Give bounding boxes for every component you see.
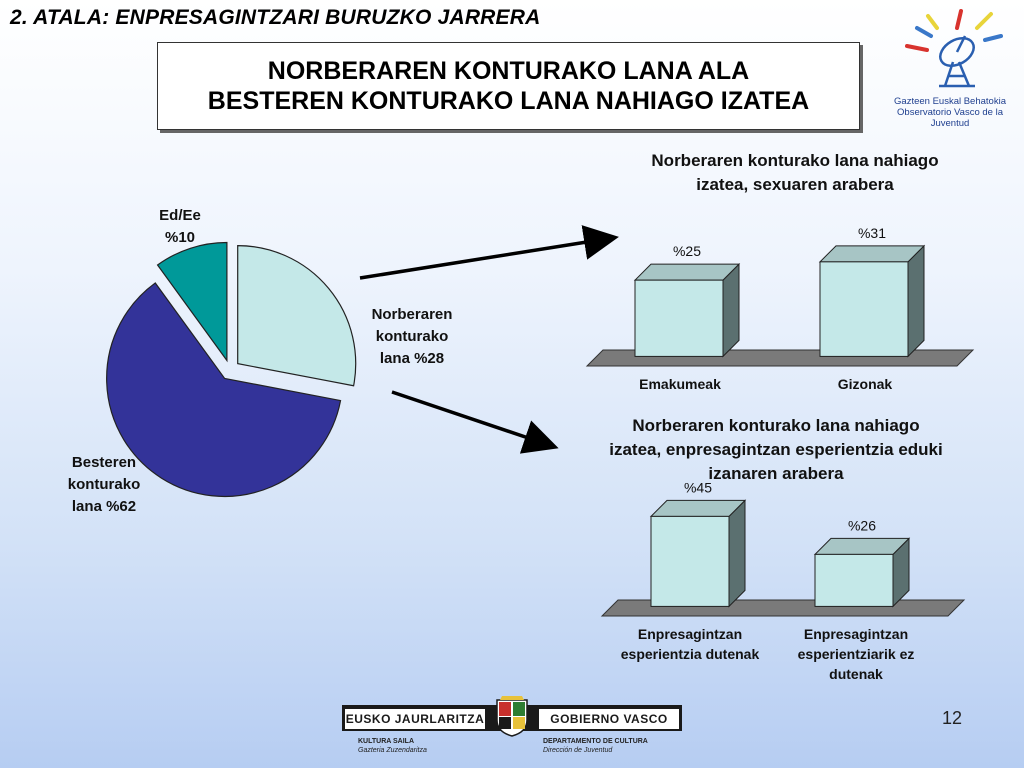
- bar-chart-1-category-2-line-1: Gizonak: [837, 376, 893, 392]
- bar-top-1: [651, 500, 745, 516]
- page-number: 12: [941, 708, 962, 728]
- pie-label-besteren-line-2: konturako: [67, 476, 141, 493]
- pie-label-besteren-line-1: Besteren: [71, 454, 137, 471]
- logo-line-2: Observatorio Vasco de la Juventud: [897, 107, 1003, 129]
- bar-chart-1-title-line-2: izatea, sexuaren arabera: [696, 175, 894, 194]
- footer-right-sub-line-2: Dirección de Juventud: [543, 747, 613, 754]
- footer-left-sub: [358, 737, 427, 755]
- bar-side-1: [729, 500, 745, 606]
- bar-2: [820, 262, 908, 357]
- bar-chart-2-category-2: [776, 624, 936, 684]
- bar-chart-2: [600, 479, 980, 620]
- footer-right-label: GOBIERNO VASCO: [538, 708, 680, 730]
- bar-value-label-2: %31: [857, 224, 887, 241]
- bar-value-label-1: %25: [672, 243, 702, 260]
- bar-value-label-2: %26: [847, 517, 877, 534]
- bar-1: [635, 280, 723, 356]
- bar-top-2: [820, 246, 924, 262]
- logo-text: [880, 96, 1020, 129]
- footer-right-sub: [543, 737, 648, 755]
- bar-chart-1-category-2: [785, 374, 945, 394]
- coat-of-arms-icon: [494, 694, 530, 738]
- main-title-line-1: NORBERAREN KONTURAKO LANA ALA: [267, 57, 750, 85]
- pie-label-besteren: [46, 452, 162, 518]
- footer-right-sub-line-1: DEPARTAMENTO DE CULTURA: [543, 738, 648, 745]
- footer-left-sub-line-1: KULTURA SAILA: [358, 738, 414, 745]
- bar-chart-1: [585, 224, 985, 373]
- pie-label-besteren-line-3: lana %62: [71, 498, 137, 515]
- bar-chart-2-category-1-line-1: Enpresagintzan: [637, 626, 743, 642]
- bar-chart-2-category-2-line-1: Enpresagintzan: [803, 626, 909, 642]
- bar-chart-2-category-1-line-2: esperientzia dutenak: [620, 646, 760, 662]
- pie-label-norberaren-line-3: lana %28: [379, 350, 445, 367]
- observatory-logo-icon: [895, 6, 1020, 94]
- pie-label-ed-ee-line-2: %10: [164, 229, 196, 246]
- bar-top-2: [815, 538, 909, 554]
- bar-2: [815, 554, 893, 606]
- bar-chart-1-category-1-line-1: Emakumeak: [639, 376, 721, 392]
- bar-chart-1-title: [590, 149, 1000, 197]
- bar-value-label-1: %45: [683, 479, 713, 496]
- pie-label-ed-ee-line-1: Ed/Ee: [159, 207, 201, 224]
- pie-label-norberaren-line-2: konturako: [375, 328, 449, 345]
- arrow-to-experience-chart: [392, 392, 552, 446]
- footer-left-sub-line-2: Gazteria Zuzendaritza: [358, 747, 427, 754]
- pie-label-ed-ee: [137, 205, 223, 249]
- pie-label-norberaren-line-1: Norberaren: [371, 306, 453, 323]
- bar-chart-1-category-1: [600, 374, 760, 394]
- bar-top-1: [635, 264, 739, 280]
- logo-line-1: Gazteen Euskal Behatokia: [894, 96, 1006, 107]
- bar-chart-2-category-2-line-3: dutenak: [829, 666, 883, 682]
- main-title-line-2: BESTEREN KONTURAKO LANA NAHIAGO IZATEA: [207, 87, 810, 115]
- bar-chart-1-title-line-1: Norberaren konturako lana nahiago: [651, 151, 939, 170]
- footer-left-label: EUSKO JAURLARITZA: [344, 708, 486, 730]
- arrow-to-sex-chart: [360, 238, 612, 278]
- bar-chart-2-title-line-1: Norberaren konturako lana nahiago: [632, 416, 920, 435]
- section-title: 2. ATALA: ENPRESAGINTZARI BURUZKO JARRERA: [10, 6, 541, 29]
- bar-chart-2-title-line-2: izatea, enpresagintzan esperientzia eduki: [609, 440, 943, 459]
- bar-chart-2-title-line-3: izanaren arabera: [708, 464, 844, 483]
- bar-chart-2-category-2-line-2: esperientziarik ez: [797, 646, 915, 662]
- main-title-box: [157, 42, 860, 130]
- pie-label-norberaren: [352, 304, 472, 370]
- bar-chart-2-category-1: [600, 624, 780, 664]
- bar-1: [651, 516, 729, 606]
- bar-side-2: [908, 246, 924, 357]
- bar-chart-2-title: [570, 414, 982, 486]
- pie-slice-1: [238, 246, 356, 386]
